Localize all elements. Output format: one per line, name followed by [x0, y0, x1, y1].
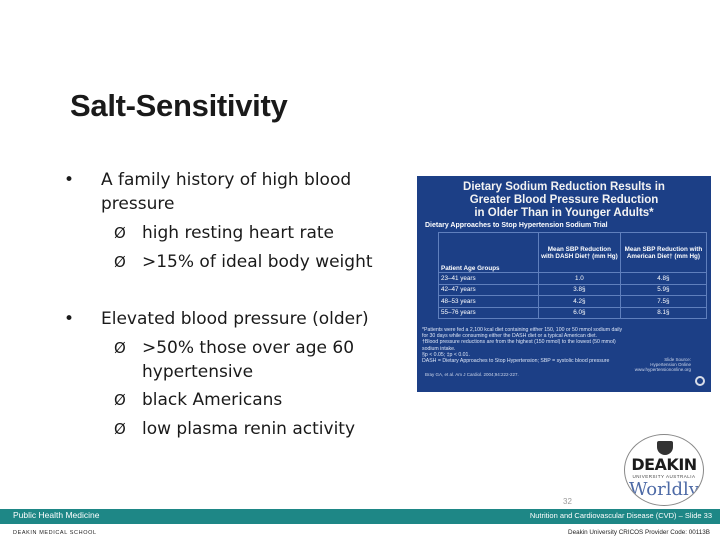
sub-bullet-text: >15% of ideal body weight: [142, 252, 373, 272]
arrow-bullet-icon: Ø: [114, 391, 126, 409]
footnote-line: sodium intake.: [422, 345, 456, 352]
credit-line: Slide Source:: [664, 357, 691, 362]
credit-line: Hypertension Online: [650, 362, 691, 367]
footnote-line: DASH = Dietary Approaches to Stop Hypertension; SBP = systolic blood pressure: [422, 358, 610, 365]
sbp-reduction-table: [438, 232, 707, 319]
bullet-dot-icon: •: [64, 170, 75, 190]
cricos-code: Deakin University CRICOS Provider Code: 00113B: [568, 529, 710, 536]
sub-bullet-text: >50% those over age 60 hypertensive: [142, 338, 355, 382]
arrow-bullet-icon: Ø: [114, 224, 126, 242]
bullet-dot-icon: •: [64, 309, 75, 329]
arrow-bullet-icon: Ø: [114, 253, 126, 271]
sub-bullet-text: low plasma renin activity: [142, 419, 356, 439]
panel-subtitle: Dietary Approaches to Stop Hypertension Sodium Trial: [425, 222, 608, 229]
table-cell: 48–53 years: [439, 296, 539, 308]
dash-sodium-trial-image: [417, 176, 711, 392]
column-header: Mean SBP Reduction with American Diet† (mm Hg): [620, 233, 706, 273]
arrow-bullet-icon: Ø: [114, 420, 126, 438]
credit-line: www.hypertensiononline.org: [634, 367, 691, 372]
table-row: [439, 284, 707, 296]
table-cell: 4.2§: [539, 296, 621, 308]
logo-name: DEAKIN: [631, 455, 697, 474]
sub-bullet-text: high resting heart rate: [142, 223, 334, 243]
column-header: Patient Age Groups: [439, 233, 539, 273]
table-header-row: [439, 233, 707, 273]
sub-bullet-text: black Americans: [142, 390, 283, 410]
deakin-worldly-logo: [624, 434, 704, 506]
school-name: DEAKIN MEDICAL SCHOOL: [13, 530, 97, 536]
slide-title: Salt-Sensitivity: [70, 88, 288, 123]
table-row: [439, 273, 707, 285]
footnote-line: §p < 0.05; ‡p < 0.01.: [422, 351, 470, 358]
footer-left-text: Public Health Medicine: [13, 510, 100, 520]
crest-icon: [657, 441, 673, 455]
panel-title-line: Dietary Sodium Reduction Results in: [463, 181, 665, 193]
table-cell: 23–41 years: [439, 273, 539, 285]
panel-title-line: in Older Than in Younger Adults*: [474, 207, 654, 219]
table-row: [439, 296, 707, 308]
panel-title-line: Greater Blood Pressure Reduction: [469, 194, 659, 206]
table-cell: 3.8§: [539, 284, 621, 296]
footnote-line: for 30 days while consuming either the DASH diet or a typical American diet.: [422, 333, 598, 340]
table-cell: 1.0: [539, 273, 621, 285]
footnote-line: *Patients were fed a 2,100 kcal diet containing either 150, 100 or 50 mmol sodium daily: [422, 327, 623, 333]
page-number: 32: [563, 497, 572, 506]
slide-source-credit: [635, 357, 691, 372]
citation: Bray GA, et al. Am J Cardiol. 2004;94:222-227.: [425, 372, 519, 377]
table-cell: 7.5§: [620, 296, 706, 308]
logo-university: UNIVERSITY AUSTRALIA: [632, 474, 696, 479]
table-cell: 4.8§: [620, 273, 706, 285]
bullet-text: Elevated blood pressure (older): [101, 309, 369, 329]
table-cell: 42–47 years: [439, 284, 539, 296]
footer-bar: [0, 509, 720, 524]
table-row: [439, 307, 707, 319]
magnifier-icon: [695, 376, 705, 386]
table-cell: 55–76 years: [439, 307, 539, 319]
panel-title: [417, 181, 711, 220]
table-cell: 5.9§: [620, 284, 706, 296]
table-cell: 6.0§: [539, 307, 621, 319]
footer-right-text: Nutrition and Cardiovascular Disease (CVD) – Slide 33: [529, 511, 712, 520]
arrow-bullet-icon: Ø: [114, 339, 126, 357]
column-header: Mean SBP Reduction with DASH Diet† (mm Hg): [539, 233, 621, 273]
logo-tagline: Worldly: [629, 479, 699, 500]
table-cell: 8.1§: [620, 307, 706, 319]
bullet-text: A family history of high blood pressure: [101, 170, 352, 214]
footnote-line: †Blood pressure reductions are from the highest (150 mmol) to the lowest (50 mmol): [422, 339, 616, 346]
